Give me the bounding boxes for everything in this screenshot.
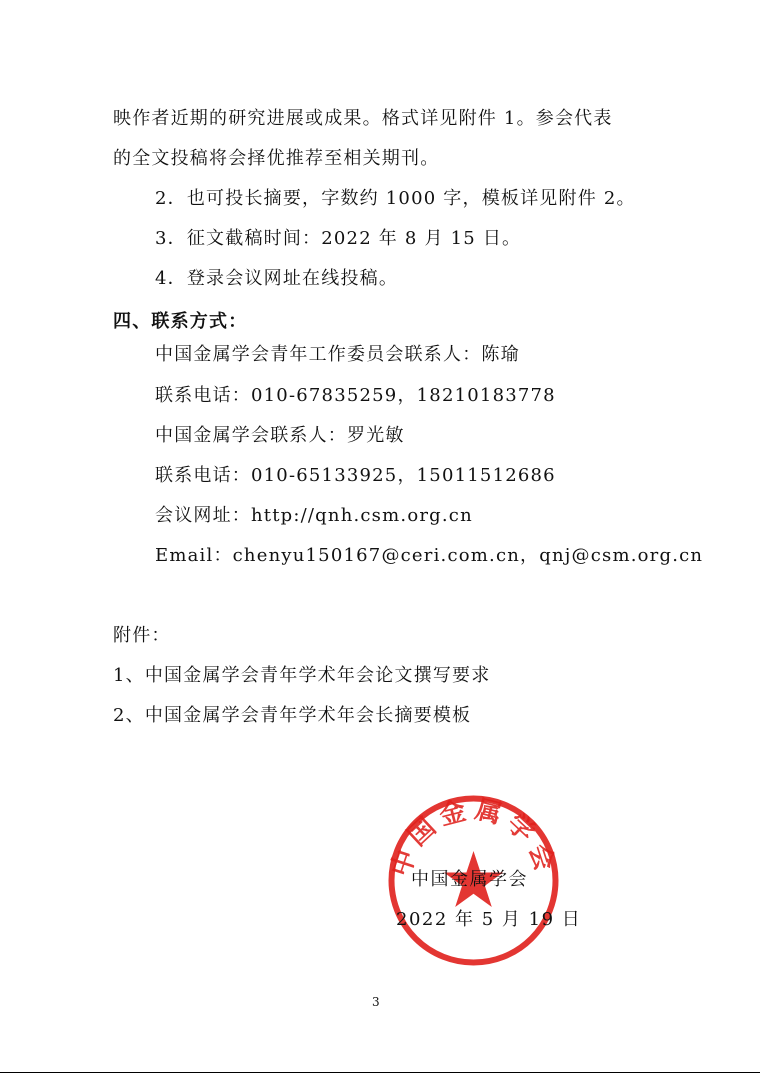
contact-phone-society: 联系电话：010-65133925，15011512686 xyxy=(155,465,556,486)
contact-person-youth: 中国金属学会青年工作委员会联系人：陈瑜 xyxy=(155,344,520,365)
conference-website: 会议网址：http://qnh.csm.org.cn xyxy=(155,505,473,526)
attachment-item-2: 2、中国金属学会青年学术年会长摘要模板 xyxy=(113,705,472,726)
submission-item-2: 2．也可投长摘要，字数约 1000 字，模板详见附件 2。 xyxy=(155,188,636,209)
signature-organization: 中国金属学会 xyxy=(411,869,528,890)
bottom-border-line xyxy=(0,1072,760,1073)
submission-item-4: 4．登录会议网址在线投稿。 xyxy=(155,268,399,289)
contact-heading: 四、联系方式： xyxy=(113,311,248,332)
contact-person-society: 中国金属学会联系人：罗光敏 xyxy=(155,425,405,446)
body-text-line: 的全文投稿将会择优推荐至相关期刊。 xyxy=(113,148,440,169)
signature-date: 2022 年 5 月 19 日 xyxy=(396,909,582,930)
submission-item-3: 3．征文截稿时间：2022 年 8 月 15 日。 xyxy=(155,228,522,249)
svg-text:中国金属学会: 中国金属学会 xyxy=(386,794,561,881)
contact-phone-youth: 联系电话：010-67835259，18210183778 xyxy=(155,385,556,406)
page-number: 3 xyxy=(372,995,380,1009)
attachment-item-1: 1、中国金属学会青年学术年会论文撰写要求 xyxy=(113,665,491,686)
body-text-line: 映作者近期的研究进展或成果。格式详见附件 1。参会代表 xyxy=(113,108,613,129)
attachments-heading: 附件： xyxy=(113,625,171,646)
contact-email: Email：chenyu150167@ceri.com.cn，qnj@csm.org.cn xyxy=(155,545,704,566)
